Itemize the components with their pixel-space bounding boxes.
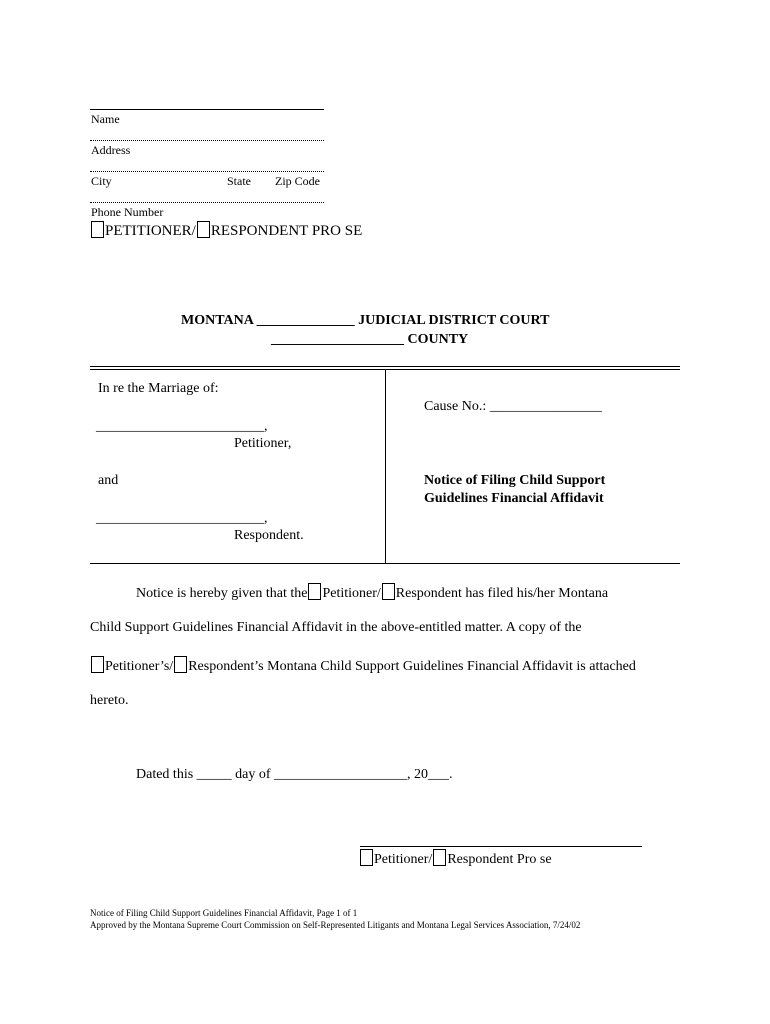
signature-line[interactable]: [360, 846, 642, 847]
copy-petitioner-checkbox[interactable]: [91, 656, 104, 673]
district-blank: ______________: [256, 313, 355, 328]
body-line-1: [136, 583, 608, 602]
petitioner-checkbox[interactable]: [91, 221, 104, 238]
state-label: State: [227, 174, 251, 188]
cause-number[interactable]: Cause No.: ________________: [424, 399, 602, 414]
district-court-label: JUDICIAL DISTRICT COURT: [358, 313, 550, 328]
dated-line[interactable]: Dated this _____ day of ___________________, 20___.: [136, 767, 453, 782]
copy-respondent-checkbox[interactable]: [174, 656, 187, 673]
body-respondent-checkbox[interactable]: [382, 583, 395, 600]
respondent-name-blank[interactable]: ________________________,: [96, 511, 268, 526]
body-respondent-text: Respondent has filed his/her Montana: [395, 586, 609, 601]
pro-se-selector: [90, 221, 362, 240]
copy-respondent-text: Respondent’s Montana Child Support Guidelines Financial Affidavit is attached: [188, 659, 636, 674]
body-petitioner-checkbox[interactable]: [308, 583, 321, 600]
document-title-line2: Guidelines Financial Affidavit: [424, 491, 604, 506]
court-heading-line2: [271, 332, 468, 348]
caption-respondent-label: Respondent.: [234, 528, 304, 543]
footer-line-2: Approved by the Montana Supreme Court Commission on Self-Represented Litigants and Montana Legal Services Association, 7/24/02: [90, 920, 581, 930]
county-label: COUNTY: [407, 332, 469, 347]
caption-bottom-rule: [90, 563, 680, 564]
city-line: [90, 171, 324, 172]
signature-selector: [359, 849, 552, 868]
caption-top-rule-1: [90, 366, 680, 367]
petitioner-label: PETITIONER/: [105, 223, 196, 239]
and-label: and: [98, 473, 119, 488]
zip-label: Zip Code: [275, 174, 320, 188]
body-line-3: [90, 656, 636, 675]
sig-respondent-checkbox[interactable]: [433, 849, 446, 866]
notice-text: Notice is hereby given that the: [136, 586, 308, 601]
county-blank: ___________________: [271, 332, 404, 347]
caption-divider: [385, 369, 386, 563]
phone-line: [90, 202, 324, 203]
footer-line-1: Notice of Filing Child Support Guidelines Financial Affidavit, Page 1 of 1: [90, 908, 358, 918]
name-label: Name: [91, 112, 120, 126]
sig-respondent-label: Respondent Pro se: [447, 852, 552, 867]
in-re-label: In re the Marriage of:: [98, 381, 219, 396]
montana-label: MONTANA: [181, 313, 254, 328]
body-line-4: hereto.: [90, 693, 129, 708]
city-label: City: [91, 174, 112, 188]
copy-petitioner-label: Petitioner’s/: [105, 659, 174, 674]
respondent-label: RESPONDENT PRO SE: [210, 223, 363, 239]
body-petitioner-label: Petitioner/: [322, 586, 381, 601]
address-label: Address: [91, 143, 131, 157]
address-line: [90, 140, 324, 141]
body-line-2: Child Support Guidelines Financial Affidavit in the above-entitled matter. A copy of the: [90, 620, 582, 635]
caption-petitioner-label: Petitioner,: [234, 436, 292, 451]
sig-petitioner-label: Petitioner/: [374, 852, 433, 867]
sig-petitioner-checkbox[interactable]: [360, 849, 373, 866]
document-title-line1: Notice of Filing Child Support: [424, 473, 606, 488]
name-line: [90, 109, 324, 110]
court-heading-line1: [181, 313, 549, 329]
respondent-checkbox[interactable]: [197, 221, 210, 238]
phone-label: Phone Number: [91, 205, 164, 219]
petitioner-name-blank[interactable]: ________________________,: [96, 419, 268, 434]
